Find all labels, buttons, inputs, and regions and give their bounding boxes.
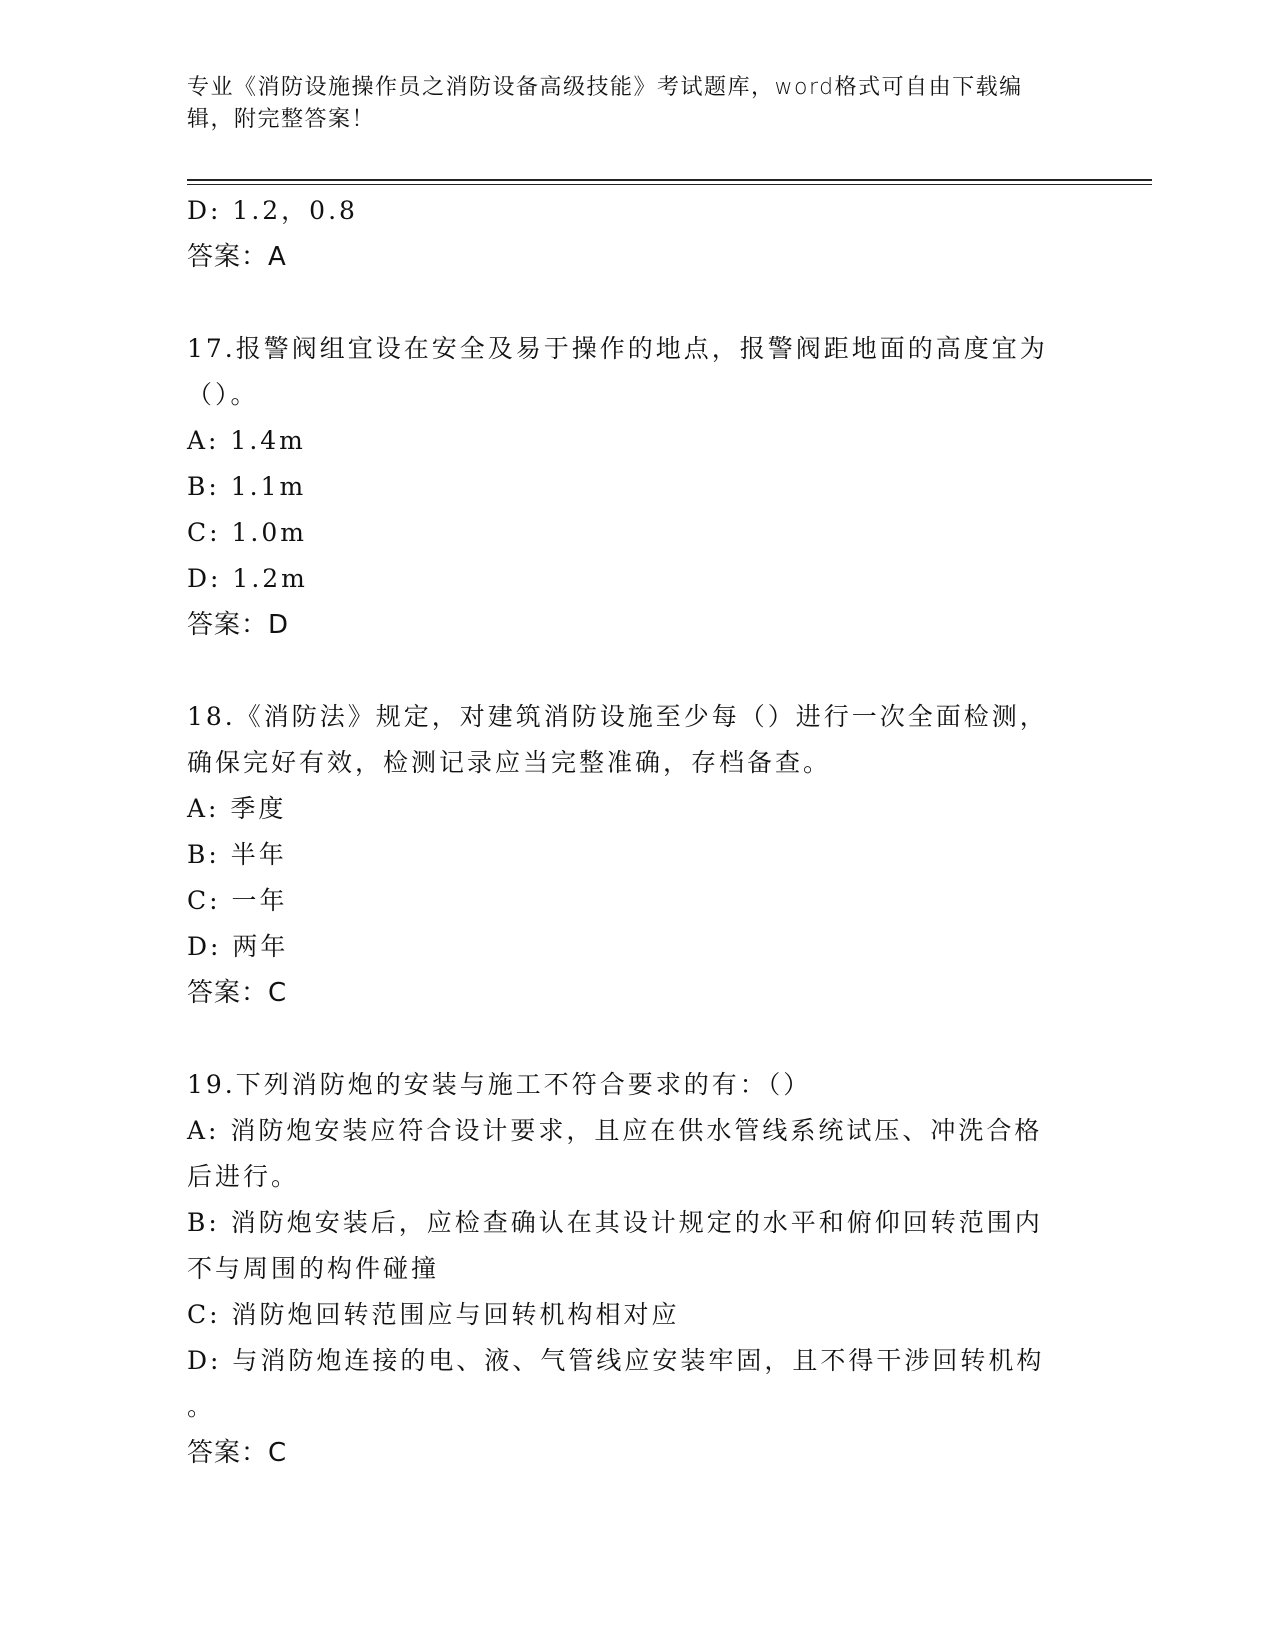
option-c: C: 消防炮回转范围应与回转机构相对应 bbox=[187, 1300, 680, 1329]
page-header bbox=[187, 72, 1087, 136]
option-d: D: 1.2m bbox=[187, 564, 308, 593]
option-c: C: 1.0m bbox=[187, 518, 307, 547]
answer-line: 答案：A bbox=[187, 242, 287, 272]
question-stem: 19.下列消防炮的安装与施工不符合要求的有：（） bbox=[187, 1070, 812, 1099]
question-17 bbox=[187, 326, 1087, 648]
question-stem: 18.《消防法》规定，对建筑消防设施至少每（）进行一次全面检测， bbox=[187, 702, 1048, 731]
option-a: A: 1.4m bbox=[187, 426, 306, 455]
previous-question-tail bbox=[187, 188, 1087, 280]
header-divider-thin bbox=[187, 184, 1152, 185]
question-stem: 17.报警阀组宜设在安全及易于操作的地点，报警阀距地面的高度宜为 bbox=[187, 334, 1048, 363]
option-d: D: 1.2，0.8 bbox=[187, 196, 358, 225]
header-line-2: 辑，附完整答案！ bbox=[187, 107, 376, 132]
option-b: B: 1.1m bbox=[187, 472, 307, 501]
option-a: A: 季度 bbox=[187, 794, 287, 823]
option-d: D: 与消防炮连接的电、液、气管线应安装牢固，且不得干涉回转机构 bbox=[187, 1346, 1045, 1375]
header-divider-thick bbox=[187, 179, 1152, 181]
question-stem: 确保完好有效，检测记录应当完整准确，存档备查。 bbox=[187, 748, 832, 777]
option-b: B: 半年 bbox=[187, 840, 287, 869]
option-d-continued: 。 bbox=[187, 1392, 216, 1421]
option-d: D: 两年 bbox=[187, 932, 289, 961]
question-stem: （）。 bbox=[187, 380, 259, 409]
spacer bbox=[187, 648, 1087, 694]
spacer bbox=[187, 280, 1087, 326]
option-c: C: 一年 bbox=[187, 886, 288, 915]
option-b-continued: 不与周围的构件碰撞 bbox=[187, 1254, 440, 1283]
document-body bbox=[187, 188, 1087, 1476]
option-b: B: 消防炮安装后，应检查确认在其设计规定的水平和俯仰回转范围内 bbox=[187, 1208, 1043, 1237]
answer-line: 答案：D bbox=[187, 610, 290, 640]
option-a-continued: 后进行。 bbox=[187, 1162, 300, 1191]
answer-line: 答案：C bbox=[187, 1438, 288, 1468]
answer-line: 答案：C bbox=[187, 978, 288, 1008]
question-18 bbox=[187, 694, 1087, 1016]
spacer bbox=[187, 1016, 1087, 1062]
option-a: A: 消防炮安装应符合设计要求，且应在供水管线系统试压、冲洗合格 bbox=[187, 1116, 1043, 1145]
question-19 bbox=[187, 1062, 1087, 1476]
header-line-1: 专业《消防设施操作员之消防设备高级技能》考试题库，word格式可自由下载编 bbox=[187, 75, 1023, 100]
